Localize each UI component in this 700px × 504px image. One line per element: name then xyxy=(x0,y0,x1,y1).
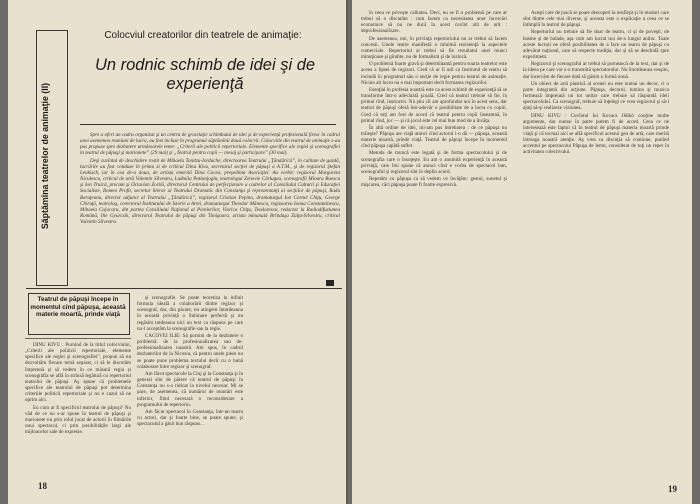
paragraph: Metoda de muncă este legată şi de forma spectacolului şi de scenografia care o însoţeşte. Eu am o anumită experienţă în această privinţă, care îmi spune că atunci cînd e vorba de spectacol bun, scenograful şi regizorul sînt în deplin acord. xyxy=(361,150,507,175)
paragraph: În altă ordine de idei, mi-am pus întrebarea : de ce păpuşa nu trăieşte? Păpuşa are viaţă atunci cînd actorul i-o dă — păpuşa, această materie moartă, prinde viaţă. Teatrul de păpuşi începe în momentul cînd păpuşa capătă suflet. xyxy=(361,124,507,150)
left-column-1 xyxy=(25,342,131,476)
paragraph: DINU KIVU : Pornind de la titlul colocviului, „Criterii ale politicii repertoriale, elemente specifice ale regiei şi scenografiei”, propun să nu dezvoltăm fiecare temă separat, ci să le discutăm împreună şi să vedem în ce măsură regia şi scenografia se află în strînsă legătură cu repertoriul teatrului de păpuşi. Aş spune că problemele specifice ale teatrului de păpuşi pot determina criteriile politicii repertoriale şi nu e cazul să ne oprim aici. xyxy=(25,342,131,404)
paragraph: Am făcut spectacole la Cluj şi la Constanţa şi în general sînt de părere că teatrul de păpuşi în Constanţa nu s-a ridicat la nivelul necesar. Mi se pare, de asemenea, că numărul de montări este inferior, fiind necesară o reconsiderare a programului de repertoriu. xyxy=(137,370,243,408)
paragraph: Regizorul şi scenograful ar trebui să pornească de la text, dar şi de la ideea pe care vor s-o transmită spectatorului. Nu întotdeauna reuşim, dar încercăm de fiecare dată să găsim o formă nouă. xyxy=(523,61,669,80)
paragraph: şi scenografie. Se poate teoretiza la infinit formula ideală a colaborării dintre regizor şi scenograf, dar, din păcate, nu atingem întotdeauna în această privinţă o îmbinare perfectă şi nu regăsim totdeauna nici un text ca răspuns pe care nu-l acceptăm la scenografie sau la regie. xyxy=(137,295,243,332)
intro-paragraph: Deşi cuvîntul de deschidere rostit de Mihaela Tonitza-Iordache, directoarea Teatrului „Ţăndărică”, în calitate de gazdă, lucrările au fost conduse în prima zi de criticul Dinu Kivu, secretarul secţiei de păpuşi a A.T.M., şi de regizorul Ştefan Lenkisch, iar în cea de-a doua, de artista emerită Dina Cocea, preşedinta Asociaţiei. Au vorbit: regizorul Margareta Niculescu, criticul de artă Valentin Silvestru, Ludmila Patlanjoglu, teatrologul Zenovie Cârlugea, scenografii Mioara Buescu şi Ion Truică, precum şi Octavian Zorilă, directorul Centrului de perfecţionare a cadrelor al Consiliului Culturii şi Educaţiei Socialiste, Romeo Profit, secretar literar al Teatrului Dramatic din Constanţa şi reprezentanţi ai secţiilor de păpuşi, Radu Beruţeanu, director adjunct al Teatrului „Ţăndărică”, regizorul Cristian Pepino, dramaturgul Ion Cornel Chiţu, George Chiruţă, teatrolog, corectorul Institutului de Istorie a Artei, dramaturgul Theodor Mănescu, regizoarea Ioana Constantinescu, Mihaela Cojocaru, din partea Consiliului Naţional al Pionierilor, Viorica Chiţu, Teodorescu, redactor la Radiodifuziunea Română, Ilie Gyurcsik, directorul Teatrului de păpuşi din Timişoara, artista minunată Brînduşa Zaiţa-Silvestru, criticul Valentin Silvestru. xyxy=(80,157,340,226)
right-column-1 xyxy=(361,10,507,480)
paragraph: Aceşti care de joacă se poate descoperi la nesfîrşit şi în moduri care sînt dintre cele mai diverse, şi aceasta este o explicaţie a ceea ce se întîmplă în teatrul de păpuşi. xyxy=(523,10,669,29)
paragraph: Eu cum ar fi specificul teatrului de păpuşi? Nu văd de ce nu s-ar spune în teatrul de păpuşi şi marionete nu prin rolul jucat de actorii în filmările unui spectacol, ci prin posibilităţile largi ale mijloacelor sale de expresie. xyxy=(25,404,131,436)
article-heading: Colocviul creatorilor din teatrele de animaţie: xyxy=(104,30,302,41)
page-number-right: 19 xyxy=(668,484,677,494)
side-band-label: Săptămîna teatrelor de animaţie (II) xyxy=(40,82,50,230)
right-column-2 xyxy=(523,10,669,480)
paragraph: Repetăm cu păpuşa ca să vedem ce învăţăm: gestul, sunetul şi mişcarea, căci păpuşa poate fi foarte expresivă. xyxy=(361,176,507,189)
paragraph: Esenţial în profesia noastră este ca acest schimb de experienţă să se transforme într-o adevărată şcoală. Cred că teatrul trebuie să fie, în primul rînd, instructiv. Nu ştiu cît am aprofundat noi în acest sens, dar teatrul de păpuşi oferă într-adevăr o posibilitate de a lucra cu copiii. Cred că toţi am fost de acord că teatrul pentru copii înseamnă, în primul rînd, joc — şi că jocul este cel mai bun mod de a învăţa. xyxy=(361,86,507,124)
box-heading: Teatrul de păpuşi începe în momentul cînd păpuşa, această materie moartă, prinde viaţă xyxy=(30,296,126,319)
intro-paragraph: Spre a oferi un cadru organizat şi un centru de gravitaţie schimbului de idei şi de experienţă profesională firesc în cadrul unei asemenea reuniuni de lucru, au fost incluse în programul săptămînii două colocvii. Colocviile din teatrul de animaţie s-au pus propuse spre dezbatere următoarele teme: „Criterii ale politicii repertoriale. Elemente specifice ale regiei şi scenografiei în teatrul de păpuşi şi marionete” (29 mai) şi „Teatrul pentru copii — mesaj şi participare” (30 mai). xyxy=(80,132,340,157)
left-page xyxy=(8,0,348,504)
box-rule xyxy=(25,338,131,339)
paragraph: Am făcut spectacol în Constanţa, într-un teatru cu actori, dar şi foarte bine, se poate spune, şi spectacolul a găsit bun răspuns... xyxy=(137,408,243,428)
section-divider xyxy=(26,288,342,289)
paragraph: O problemă foarte gravă şi determinantă pentru soarta teatrelor este aceea a lipsei de regizori. Cred că ar fi util ca Institutul de teatru să includă în programul său o secţie de regie pentru teatrul de animaţie. Niciun alt lucru nu e mai important decît formarea regizorilor. xyxy=(361,61,507,86)
paragraph: Un obiect de artă plastică al scenei nu este numai un decor, ci o parte integrantă din acţiune. Păpuşa, decorul, lumina şi muzica formează împreună un tot unitar care trebuie să răspundă ideii spectacolului. Ca scenograf, trebuie să înţelegi ce vrea regizorul şi să-l ajuţi să-şi realizeze viziunea. xyxy=(523,80,669,112)
paragraph: DINU KIVU : Cuvîntul lui Kovacs Ildikó conţine multe argumente, dar numai în parte putem fi de acord. Ceea ce ne interesează este faptul că în teatrul de păpuşi materia moartă prinde viaţă şi că tocmai aici se află specificul acestui gen de artă, care merită întreaga noastră atenţie. Aş vrea ca discuţia să continue, punînd accentul pe spectacolul Păpuşa de lemn, considerat de toţi un reper în activitatea colectivului. xyxy=(523,112,669,156)
right-page xyxy=(352,0,692,504)
article-title: Un rodnic schimb de idei şi de experienţă xyxy=(94,56,316,93)
intro-text xyxy=(80,132,340,226)
paragraph: Repertoriul nu trebuie să fie doar de teatru, ci şi de poveşti, de basme şi de balade, aşa cum am lucrat noi de-a lungul anilor. Toate aceste lucruri ne oferă posibilitatea de a face un teatru de păpuşi cu adevărat naţional, care să respecte tradiţia, dar şi să se deschidă spre experiment. xyxy=(523,29,669,61)
side-band xyxy=(36,30,68,286)
paragraph: CACOVEI ILIE: Să pornim de la dezbatere o problemă: de la profesionalizarea sau de-profesionalizarea noastră. Am spus, în cadrul dezbaterilor de la Nicosia, că pentru unele piese nu se poate pune problema textului decît cu o bună colaborare între regizor şi scenograf. xyxy=(137,332,243,370)
title-divider xyxy=(80,124,336,125)
page-number-left: 18 xyxy=(38,481,47,491)
paragraph: în ceea ce priveşte calitatea. Deci, nu se fi o problemă pe care ar trebui să o discutăm : cum facem ca necesitatea unor încercări economice să nu ne ducă la acest cuvînt atît de urît : deprofesionalizare. xyxy=(361,10,507,35)
left-column-2 xyxy=(137,295,243,477)
paragraph: De asemenea, noi, în privinţa repertoriului nu ar trebui să facem concesii. Unele teatre manifestă o minimă rezistenţă la aspectele comerciale. Repertoriul ar trebui să fie rezultatul unei munci minuţioase şi gîndite, nu de formalism şi de lozincă. xyxy=(361,35,507,61)
end-mark xyxy=(326,280,334,286)
